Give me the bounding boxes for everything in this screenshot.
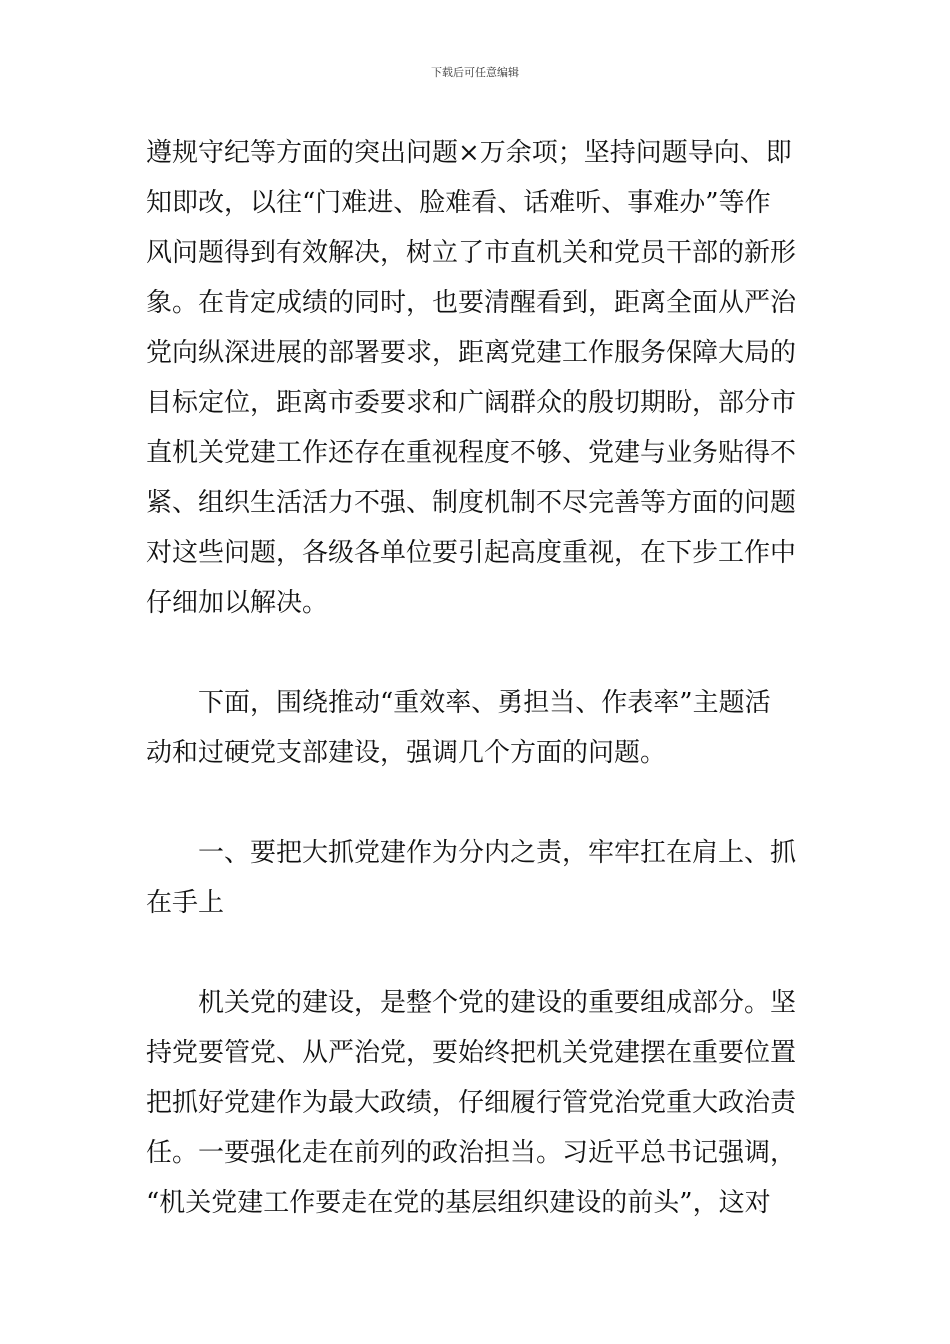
text-line: 党向纵深进展的部署要求，距离党建工作服务保障大局的: [146, 338, 797, 368]
text-line: 风问题得到有效解决，树立了市直机关和党员干部的新形: [146, 238, 797, 268]
paragraph-spacer: [146, 778, 808, 828]
paragraph: [146, 128, 808, 628]
paragraph-spacer: [146, 928, 808, 978]
text-line: 仔细加以解决。: [146, 588, 329, 618]
text-line: 目标定位，距离市委要求和广阔群众的殷切期盼，部分市: [146, 388, 797, 418]
text-line: 直机关党建工作还存在重视程度不够、党建与业务贴得不: [146, 438, 797, 468]
text-line: 机关党的建设，是整个党的建设的重要组成部分。坚: [198, 988, 797, 1018]
text-line: 持党要管党、从严治党，要始终把机关党建摆在重要位置: [146, 1038, 797, 1068]
text-line: 动和过硬党支部建设，强调几个方面的问题。: [146, 738, 667, 768]
paragraph-spacer: [146, 628, 808, 678]
text-line: 对这些问题，各级各单位要引起高度重视，在下步工作中: [146, 538, 797, 568]
paragraph: [146, 978, 808, 1228]
text-line: 任。一要强化走在前列的政治担当。习近平总书记强调，: [146, 1138, 797, 1168]
document-body: [146, 128, 808, 1228]
text-line: 把抓好党建作为最大政绩，仔细履行管党治党重大政治责: [146, 1088, 797, 1118]
paragraph: [146, 678, 808, 778]
paragraph: [146, 828, 808, 928]
text-line: “机关党建工作要走在党的基层组织建设的前头”，这对: [146, 1188, 771, 1218]
text-line: 下面，围绕推动“重效率、勇担当、作表率”主题活: [198, 688, 771, 718]
text-line: 象。在肯定成绩的同时，也要清醒看到，距离全面从严治: [146, 288, 797, 318]
text-line: 知即改，以往“门难进、脸难看、话难听、事难办”等作: [146, 188, 771, 218]
text-line: 一、要把大抓党建作为分内之责，牢牢扛在肩上、抓: [198, 838, 797, 868]
text-line: 紧、组织生活活力不强、制度机制不尽完善等方面的问题: [146, 488, 797, 518]
page-header: 下载后可任意编辑: [431, 66, 519, 79]
text-line: 遵规守纪等方面的突出问题×万余项；坚持问题导向、即: [146, 138, 792, 168]
text-line: 在手上: [146, 888, 225, 918]
